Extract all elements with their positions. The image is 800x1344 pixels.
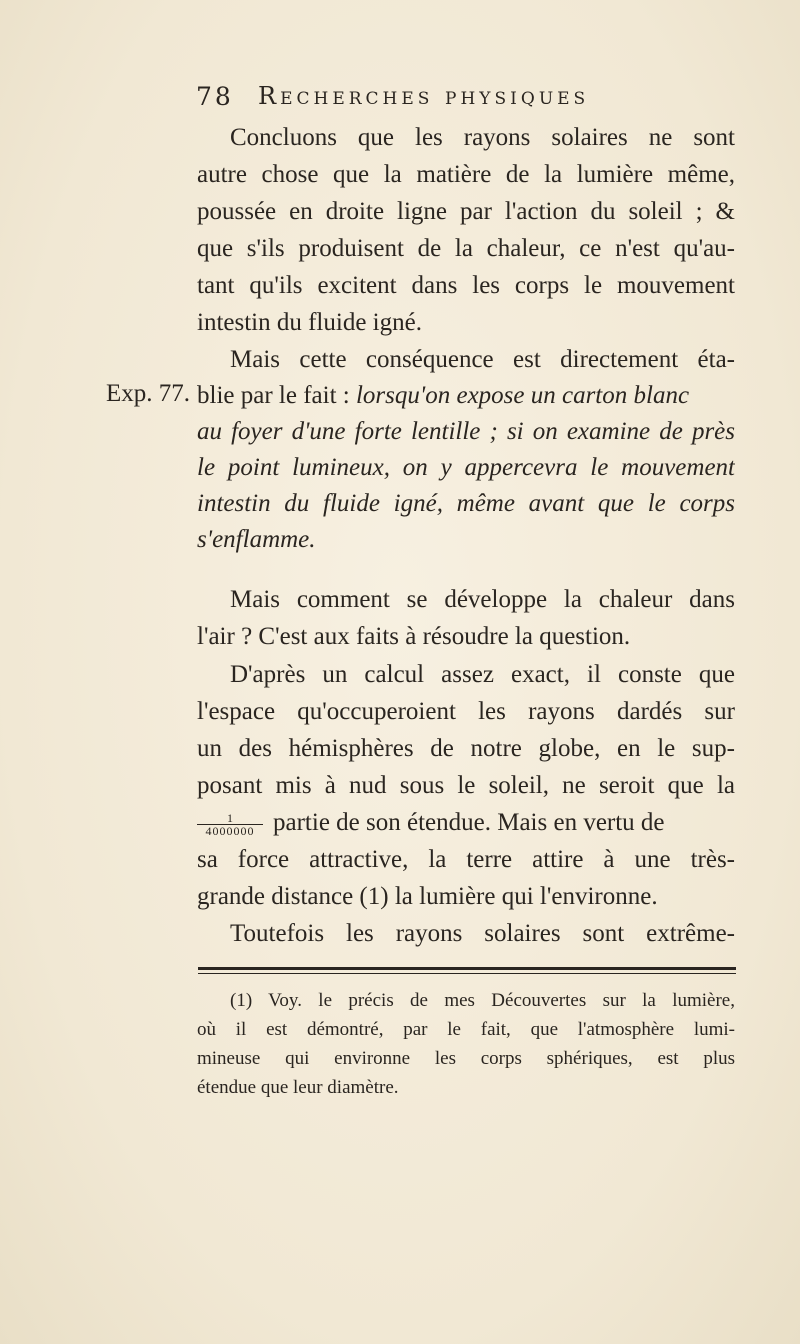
footnote-rule <box>198 967 736 970</box>
italic-line: s'enflamme. <box>197 526 316 553</box>
page-number: 78 <box>196 82 234 111</box>
footnote-rule-thin <box>198 973 736 974</box>
italic-line: au foyer d'une forte lentille ; si on examine de près <box>197 418 735 445</box>
text-line: Concluons que les rayons solaires ne sont <box>230 124 735 151</box>
text-line: Mais comment se développe la chaleur dans <box>230 586 735 613</box>
text-line: tant qu'ils excitent dans les corps le mouvement <box>197 272 735 299</box>
text-line-mixed <box>197 382 735 418</box>
fraction-denominator: 4000000 <box>205 823 255 838</box>
footnote-line: (1) Voy. le précis de mes Découvertes sur la lumière, <box>230 990 735 1011</box>
text-line: que s'ils produisent de la chaleur, ce n'est qu'au- <box>197 235 735 262</box>
text-line: un des hémisphères de notre globe, en le sup- <box>197 735 735 762</box>
fraction-numerator: 1 <box>197 812 263 825</box>
text-line-fraction <box>197 809 735 845</box>
text-line: posant mis à nud sous le soleil, ne seroit que la <box>197 772 735 799</box>
footnote-line: mineuse qui environne les corps sphériques, est plus <box>197 1048 735 1069</box>
text-line: Toutefois les rayons solaires sont extrême- <box>230 920 735 947</box>
text-line: l'air ? C'est aux faits à résoudre la question. <box>197 623 631 650</box>
italic-line: le point lumineux, on y appercevra le mouvement <box>197 454 735 481</box>
fraction <box>197 812 263 837</box>
text-line: l'espace qu'occuperoient les rayons dardés sur <box>197 698 735 725</box>
text-run: partie de son étendue. Mais en vertu de <box>273 809 665 836</box>
page-header <box>196 82 736 118</box>
text-line: autre chose que la matière de la lumière même, <box>197 161 735 188</box>
italic-run: lorsqu'on expose un carton blanc <box>355 382 690 409</box>
text-run: blie par le fait : <box>197 382 350 409</box>
text-line: poussée en droite ligne par l'action du soleil ; & <box>197 198 735 225</box>
text-line: intestin du fluide igné. <box>197 309 422 336</box>
margin-note: Exp. 77. <box>106 380 191 407</box>
running-title: Recherches physiques <box>258 82 590 110</box>
text-line: sa force attractive, la terre attire à une très- <box>197 846 735 873</box>
text-line: Mais cette conséquence est directement éta- <box>230 346 735 373</box>
footnote-line: où il est démontré, par le fait, que l'atmosphère lumi- <box>197 1019 735 1040</box>
text-line: grande distance (1) la lumière qui l'environne. <box>197 883 658 910</box>
footnote-line: étendue que leur diamètre. <box>197 1077 399 1098</box>
text-line: D'après un calcul assez exact, il conste que <box>230 661 735 688</box>
italic-line: intestin du fluide igné, même avant que le corps <box>197 490 735 517</box>
